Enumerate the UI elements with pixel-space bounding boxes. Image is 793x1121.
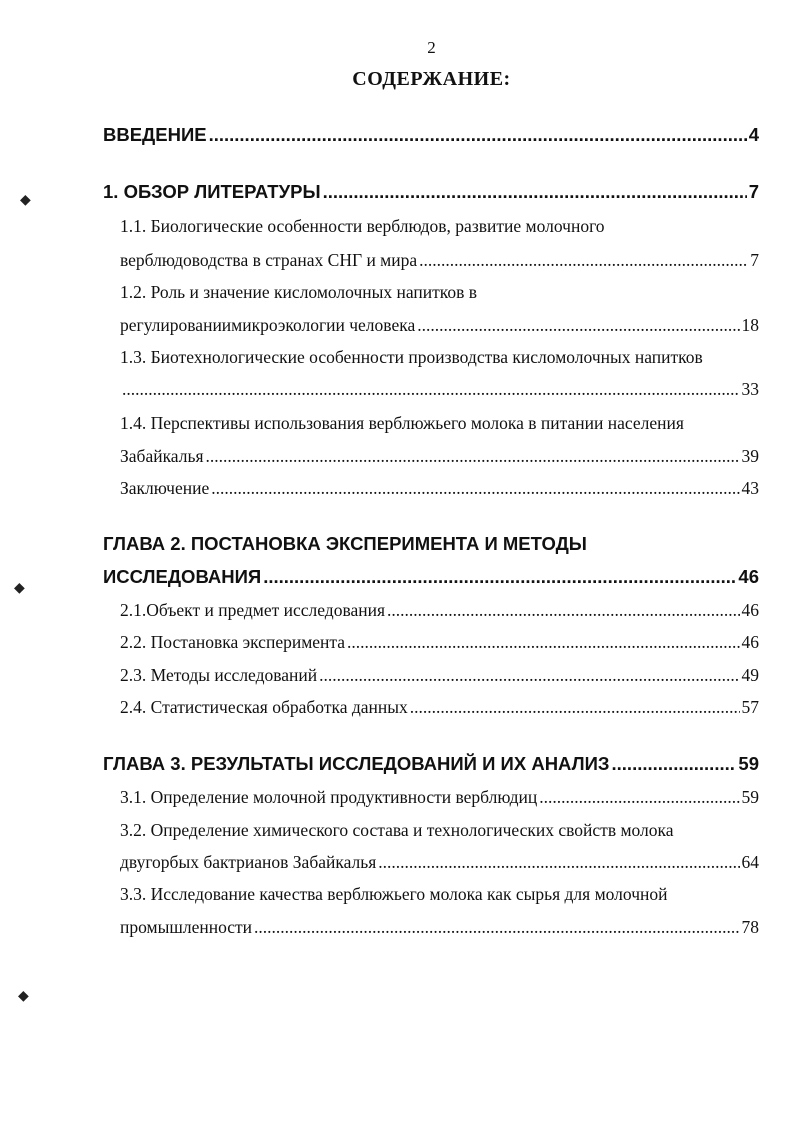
toc-page-number: 46 bbox=[741, 632, 759, 652]
toc-entry-label: Заключение bbox=[120, 478, 210, 498]
toc-entry-2-2[interactable] bbox=[120, 632, 759, 653]
toc-entry-chapter-1[interactable] bbox=[103, 181, 759, 203]
dot-leader bbox=[347, 632, 739, 653]
toc-entry-label: 1. ОБЗОР ЛИТЕРАТУРЫ bbox=[103, 181, 321, 202]
dot-leader bbox=[419, 250, 748, 271]
scan-mark: ◆ bbox=[20, 192, 31, 208]
toc-entry-2-3[interactable] bbox=[120, 665, 759, 686]
dot-leader bbox=[539, 787, 739, 808]
toc-page-number: 78 bbox=[741, 917, 759, 937]
toc-page-number: 7 bbox=[750, 250, 759, 270]
dot-leader bbox=[319, 665, 739, 686]
toc-entry-label: Забайкалья bbox=[120, 446, 204, 466]
scan-mark: ◆ bbox=[14, 580, 25, 596]
dot-leader bbox=[410, 697, 740, 718]
toc-entry-chapter-3[interactable] bbox=[103, 753, 759, 775]
toc-page-number: 59 bbox=[741, 787, 759, 807]
toc-entry-label: 3.1. Определение молочной продуктивности верблюдиц bbox=[120, 787, 538, 807]
toc-page-number: 43 bbox=[741, 478, 759, 498]
toc-page-number: 7 bbox=[748, 181, 759, 202]
toc-entry-conclusion[interactable] bbox=[120, 478, 759, 499]
toc-entry-3-2-line1[interactable]: 3.2. Определение химического состава и технологических свойств молока bbox=[120, 820, 674, 840]
toc-entry-1-1-line1[interactable]: 1.1. Биологические особенности верблюдов, развитие молочного bbox=[120, 216, 605, 236]
toc-entry-label: 2.3. Методы исследований bbox=[120, 665, 318, 685]
toc-entry-1-2-line1[interactable]: 1.2. Роль и значение кисломолочных напитков в bbox=[120, 282, 478, 302]
toc-page-number: 4 bbox=[748, 124, 759, 145]
dot-leader bbox=[387, 600, 739, 621]
toc-page-number: 33 bbox=[741, 379, 759, 399]
toc-page-number: 57 bbox=[741, 697, 759, 717]
toc-page-number: 18 bbox=[741, 315, 759, 335]
toc-entry-introduction[interactable] bbox=[103, 124, 759, 146]
toc-page-number: 64 bbox=[741, 852, 759, 872]
toc-page-number: 59 bbox=[738, 753, 759, 774]
scan-mark: ◆ bbox=[18, 988, 29, 1004]
toc-page-number: 49 bbox=[741, 665, 759, 685]
toc-entry-1-2[interactable] bbox=[120, 315, 759, 336]
dot-leader bbox=[122, 379, 740, 400]
toc-entry-1-4-line1[interactable]: 1.4. Перспективы использования верблюжьего молока в питании населения bbox=[120, 413, 684, 433]
toc-page-number: 46 bbox=[741, 600, 759, 620]
toc-entry-label: ВВЕДЕНИЕ bbox=[103, 124, 207, 145]
toc-entry-label: 2.1.Объект и предмет исследования bbox=[120, 600, 386, 620]
dot-leader bbox=[417, 315, 739, 336]
toc-entry-chapter-2[interactable] bbox=[103, 566, 759, 588]
toc-entry-3-3[interactable] bbox=[120, 917, 759, 938]
toc-entry-1-3[interactable] bbox=[120, 379, 759, 400]
page-number: 2 bbox=[427, 38, 436, 57]
toc-entry-1-3-line1[interactable]: 1.3. Биотехнологические особенности производства кисломолочных напитков bbox=[120, 347, 703, 367]
dot-leader bbox=[323, 181, 747, 203]
toc-entry-chapter-2-line1[interactable]: ГЛАВА 2. ПОСТАНОВКА ЭКСПЕРИМЕНТА И МЕТОДЫ bbox=[103, 533, 587, 554]
toc-entry-label: промышленности bbox=[120, 917, 253, 937]
dot-leader bbox=[612, 753, 737, 775]
dot-leader bbox=[254, 917, 739, 938]
toc-entry-label: 2.2. Постановка эксперимента bbox=[120, 632, 346, 652]
page-title: СОДЕРЖАНИЕ: bbox=[352, 68, 511, 90]
dot-leader bbox=[206, 446, 740, 467]
toc-entry-1-4[interactable] bbox=[120, 446, 759, 467]
toc-entry-3-3-line1[interactable]: 3.3. Исследование качества верблюжьего молока как сырья для молочной bbox=[120, 884, 668, 904]
toc-entry-label: 2.4. Статистическая обработка данных bbox=[120, 697, 408, 717]
dot-leader bbox=[209, 124, 747, 146]
toc-entry-label: ГЛАВА 3. РЕЗУЛЬТАТЫ ИССЛЕДОВАНИЙ И ИХ АНАЛИЗ bbox=[103, 753, 610, 774]
toc-page-number: 46 bbox=[738, 566, 759, 587]
toc-entry-3-2[interactable] bbox=[120, 852, 759, 873]
toc-entry-3-1[interactable] bbox=[120, 787, 759, 808]
toc-page-number: 39 bbox=[741, 446, 759, 466]
toc-entry-label: верблюдоводства в странах СНГ и мира bbox=[120, 250, 418, 270]
dot-leader bbox=[378, 852, 739, 873]
toc-entry-2-4[interactable] bbox=[120, 697, 759, 718]
toc-entry-2-1[interactable] bbox=[120, 600, 759, 621]
toc-entry-label: двугорбых бактрианов Забайкалья bbox=[120, 852, 377, 872]
toc-entry-1-1[interactable] bbox=[120, 250, 759, 271]
toc-entry-label: ИССЛЕДОВАНИЯ bbox=[103, 566, 262, 587]
toc-entry-label: регулированиимикроэкологии человека bbox=[120, 315, 416, 335]
dot-leader bbox=[211, 478, 739, 499]
dot-leader bbox=[263, 566, 736, 588]
